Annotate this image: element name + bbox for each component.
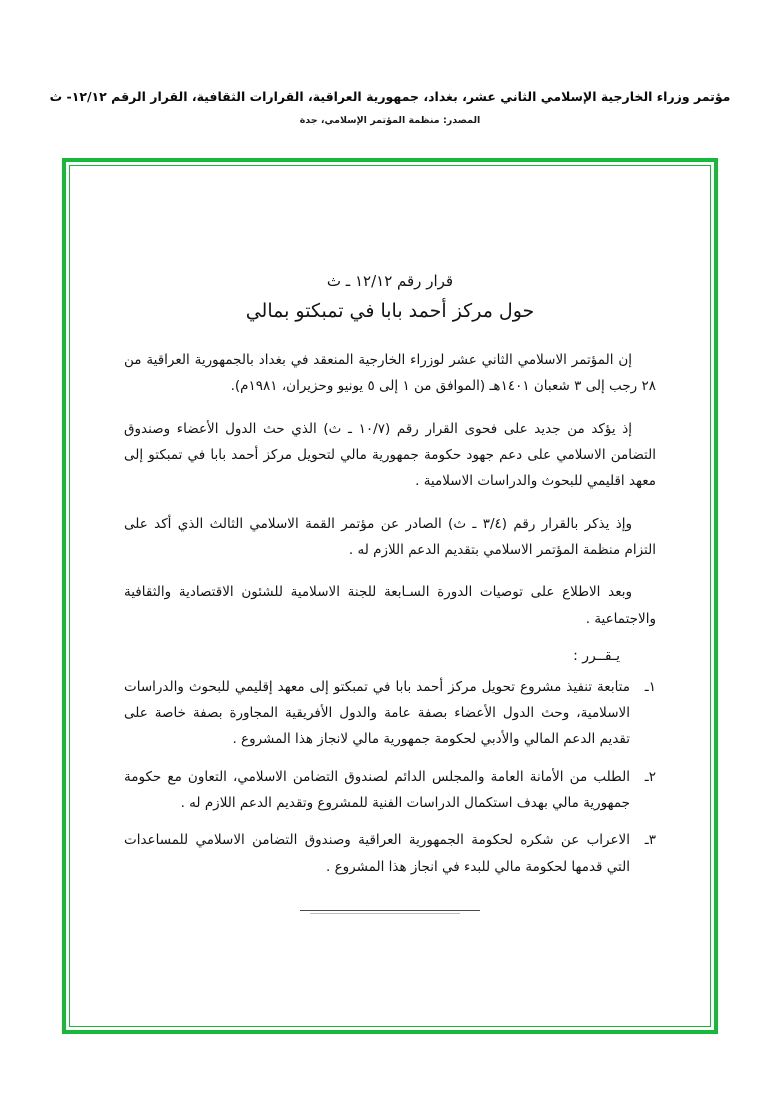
decision-number: قرار رقم ١٢/١٢ ـ ث bbox=[326, 272, 454, 290]
decides-label: يـقــرر : bbox=[573, 647, 620, 664]
list-item bbox=[124, 674, 656, 753]
decision-title: حول مركز أحمد بابا في تمبكتو بمالي bbox=[245, 299, 535, 322]
clause-marker: ١ـ bbox=[644, 678, 656, 695]
paragraph-preamble-3: وإذ يذكر بالقرار رقم (٣/٤ ـ ث) الصادر عن مؤتمر القمة الاسلامي الثالث الذي أكد على التزام منظمة المؤتمر الاسلامي بتقديم الدعم اللازم له . bbox=[124, 515, 656, 558]
clause-marker: ٢ـ bbox=[644, 768, 656, 785]
clause-text: الاعراب عن شكره لحكومة الجمهورية العراقية وصندوق التضامن الاسلامي للمساعدات التي قدمها لحكومة مالي للبدء في انجاز هذا المشروع . bbox=[124, 832, 630, 875]
page-header bbox=[0, 88, 780, 126]
list-item bbox=[124, 764, 656, 817]
paragraph-preamble-4: وبعد الاطلاع على توصيات الدورة السـابعة للجنة الاسلامية للشئون الاقتصادية والثقافية والاجتماعية . bbox=[124, 584, 656, 627]
clause-list bbox=[124, 674, 656, 880]
header-title: مؤتمر وزراء الخارجية الإسلامي الثاني عشر، بغداد، جمهورية العراقية، القرارات الثقافية، القرار الرقم ١٢/١٢- ث bbox=[49, 89, 731, 104]
green-border-frame bbox=[62, 158, 718, 1034]
paragraph-preamble-1: إن المؤتمر الاسلامي الثاني عشر لوزراء الخارجية المنعقد في بغداد بالجمهورية العراقية من ٢٨ رجب إلى ٣ شعبان ١٤٠١هـ (الموافق من ١ إلى ٥ يونيو وحزيران، ١٩٨١م). bbox=[124, 352, 656, 395]
clause-marker: ٣ـ bbox=[644, 832, 656, 849]
list-item bbox=[124, 827, 656, 880]
clause-text: الطلب من الأمانة العامة والمجلس الدائم لصندوق التضامن الاسلامي، التعاون مع حكومة جمهورية مالي بهدف استكمال الدراسات الفنية للمشروع وتقديم الدعم اللازم له . bbox=[124, 768, 630, 812]
footer-divider bbox=[300, 910, 480, 911]
header-source: المصدر: منظمة المؤتمر الإسلامي، جدة bbox=[299, 114, 481, 126]
clause-text: متابعة تنفيذ مشروع تحويل مركز أحمد بابا في تمبكتو إلى معهد إقليمي للبحوث والدراسات الاسلامية، وحث الدول الأعضاء بصفة عامة والدول الأفريقية المجاورة بصفة خاصة على تقديم الدعم المالي والأدبي لحكومة جمهورية مالي لانجاز هذا المشروع . bbox=[124, 678, 630, 748]
paragraph-preamble-2: إذ يؤكد من جديد على فحوى القرار رقم (١٠/٧ ـ ث) الذي حث الدول الأعضاء وصندوق التضامن الاسلامي على دعم جهود حكومة جمهورية مالي لتحويل مركز أحمد بابا في تمبكتو إلى معهد اقليمي للبحوث والدراسات الاسلامية . bbox=[124, 420, 656, 490]
document-body bbox=[124, 270, 656, 911]
